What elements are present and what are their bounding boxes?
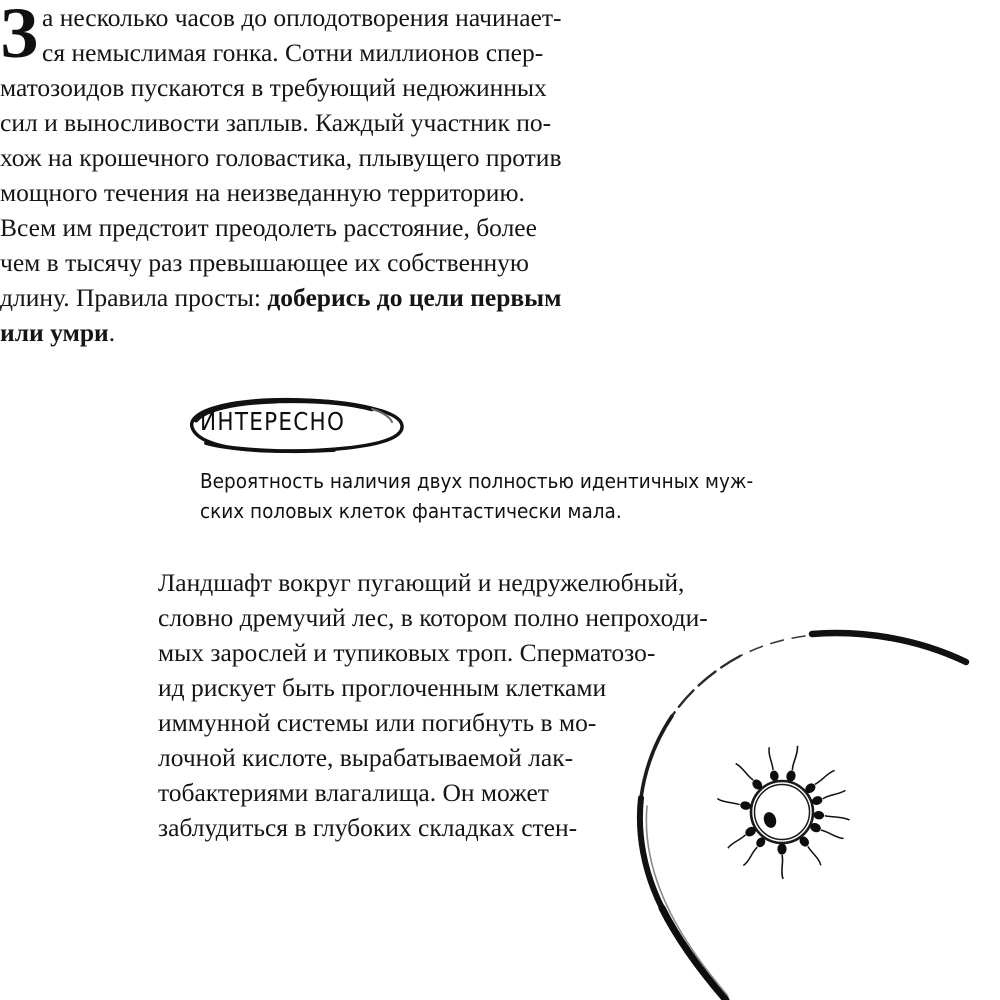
- paragraph-line: а несколько часов до оплодотворения начинает-: [42, 3, 562, 32]
- paragraph-line: ид рискует быть проглоченным клетками: [158, 673, 607, 702]
- rule-bold-part-2: или умри: [0, 318, 109, 347]
- paragraph-line: ся немыслимая гонка. Сотни миллионов спер-: [42, 38, 544, 67]
- callout-body-line: ских половых клеток фантастически мала.: [200, 499, 622, 523]
- drop-cap: З: [0, 0, 39, 73]
- callout-badge: [176, 396, 416, 454]
- paragraph-line: Всем им предстоит преодолеть расстояние, более: [0, 213, 537, 242]
- paragraph-line: мых зарослей и тупиковых троп. Сперматозо-: [158, 638, 656, 667]
- callout-body-line: Вероятность наличия двух полностью идентичных муж-: [200, 469, 754, 493]
- paragraph-line: лочной кислоте, вырабатываемой лак-: [158, 743, 574, 772]
- rule-bold-part-1: доберись до цели первым: [267, 283, 562, 312]
- paragraph-line: хож на крошечного головастика, плывущего против: [0, 143, 562, 172]
- paragraph-line-emphasis: [0, 280, 634, 315]
- paragraph-line: Ландшафт вокруг пугающий и недружелюбный,: [158, 568, 685, 597]
- paragraph-line: матозоидов пускаются в требующий недюжинных: [0, 73, 547, 102]
- paragraph-line: словно дремучий лес, в котором полно непроходи-: [158, 603, 708, 632]
- paragraph-two: [158, 565, 792, 845]
- paragraph-line: заблудиться в глубоких складках стен-: [158, 813, 578, 842]
- paragraph-line: мощного течения на неизведанную территорию.: [0, 178, 525, 207]
- paragraph-line: иммунной системы или погибнуть в мо-: [158, 708, 597, 737]
- paragraph-one: [0, 0, 634, 350]
- paragraph-line: сил и выносливости заплыв. Каждый участник по-: [0, 108, 552, 137]
- callout-interesting: [176, 396, 796, 523]
- rule-period: .: [108, 318, 116, 347]
- callout-body: [200, 466, 754, 526]
- paragraph-line: тобактериями влагалища. Он может: [158, 778, 549, 807]
- paragraph-line: чем в тысячу раз превышающее их собственную: [0, 248, 529, 277]
- paragraph-line-emphasis-tail: [0, 315, 634, 350]
- callout-title: ИНТЕРЕСНО: [200, 407, 346, 436]
- rule-intro: длину. Правила просты:: [0, 283, 268, 312]
